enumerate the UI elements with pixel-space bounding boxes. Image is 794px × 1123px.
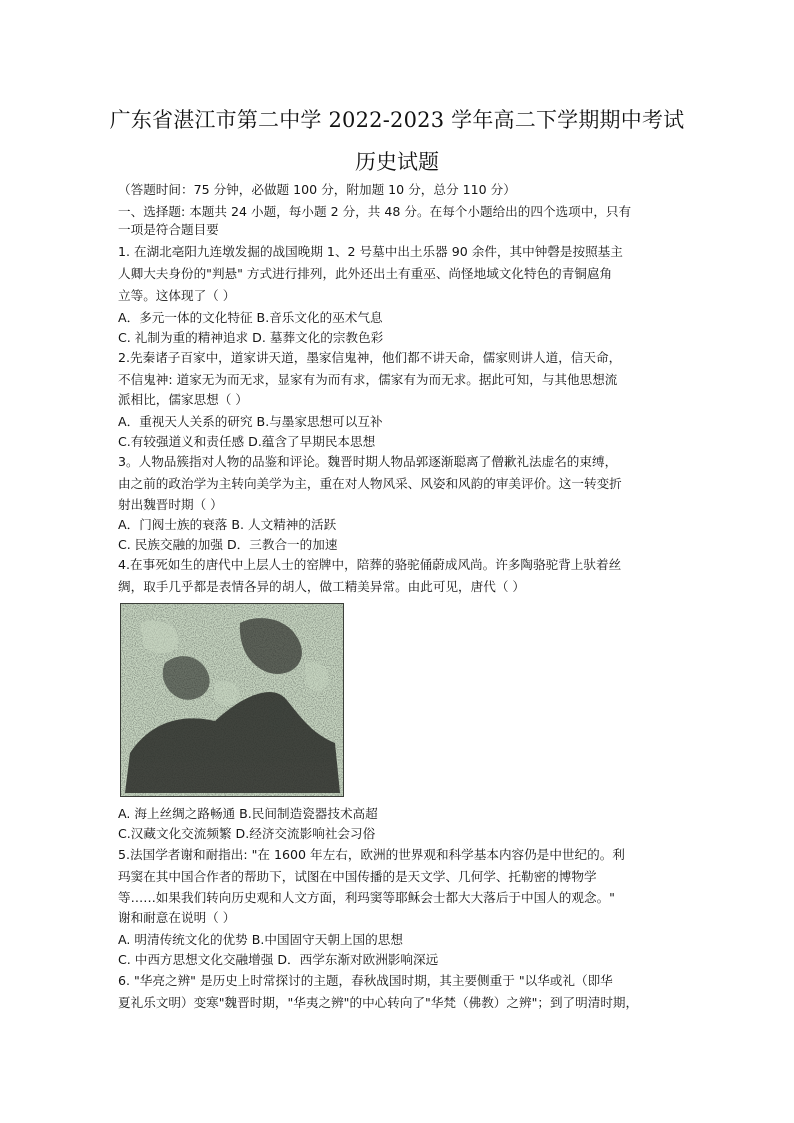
q5-options: C. 中西方思想文化交融增强 D．西学东渐对欧洲影响深远: [118, 952, 439, 967]
q6-stem: 夏礼乐文明）变寒"魏晋时期，"华夷之辨"的中心转向了"华梵（佛教）之辨"；到了明清时期，: [118, 995, 639, 1010]
q5-stem: 谢和耐意在说明（ ）: [118, 910, 236, 925]
q3-stem: 3。人物品簇指对人物的品鉴和评论。魏晋时期人物品郭逐渐聪离了僧歉礼法虚名的束缚，: [118, 454, 618, 469]
q4-stem: 4.在事死如生的唐代中上层人士的窑牌中，陪葬的骆驼俑蔚成风尚。许多陶骆驼背上驮着丝: [118, 557, 622, 572]
q2-stem: 不信鬼神: 道家无为而无求，显家有为而有求，儒家有为而无求。据此可知，与其他思想流: [118, 372, 618, 387]
q1-stem: 人卿大夫身份的"判悬" 方式进行排列，此外还出土有重巫、尚怪地域文化特色的青铜扈角: [118, 266, 613, 281]
q5-stem: 等……如果我们转向历史观和人文方面，利玛窦等耶稣会士都大大落后于中国人的观念。": [118, 890, 615, 905]
q4-stem: 绸，取手几乎都是表情各异的胡人，做工精美异常。由此可见，唐代（ ）: [118, 579, 526, 594]
q1-stem: 立等。这体现了（ ）: [118, 288, 236, 303]
exam-instructions: （答题时间：75 分钟，必做题 100 分，附加题 10 分，总分 110 分）: [118, 182, 516, 197]
q3-stem: 由之前的政治学为主转向美学为主，重在对人物风采、风姿和风韵的审美评价。这一转变折: [118, 476, 622, 491]
q1-options: A．多元一体的文化特征 B.音乐文化的巫术气息: [118, 310, 383, 325]
q4-options: C.汉藏文化交流频繁 D.经济交流影响社会习俗: [118, 826, 376, 841]
page-title: 广东省湛江市第二中学 2022-2023 学年高二下学期期中考试: [109, 108, 685, 132]
q2-options: A．重视天人关系的研究 B.与墨家思想可以互补: [118, 414, 383, 429]
q2-stem: 派相比，儒家思想（ ）: [118, 392, 248, 407]
q1-stem: 1. 在湖北亳阳九连墩发掘的战国晚期 1、2 号墓中出土乐器 90 余件，其中钟磬是按照基主: [118, 244, 623, 259]
q5-options: A. 明清传统文化的优势 B.中国固守天朝上国的思想: [118, 932, 403, 947]
q5-stem: 5.法国学者谢和耐指出: "在 1600 年左右，欧洲的世界观和科学基本内容仍是中世纪的。利: [118, 847, 625, 862]
q3-stem: 射出魏晋时期（ ）: [118, 497, 223, 512]
camel-figurine-image: [120, 603, 344, 797]
section-heading: 一、选择题: 本题共 24 小题，每小题 2 分，共 48 分。在每个小题给出的四个选项中，只有: [118, 204, 632, 219]
q3-options: A．门阀士族的衰落 B. 人文精神的活跃: [118, 517, 337, 532]
q4-options: A. 海上丝绸之路畅通 B.民间制造瓷器技术高超: [118, 806, 378, 821]
q6-stem: 6. "华亮之辨" 是历史上时常探讨的主题，春秋战国时期，其主要侧重于 "以华或礼（即华: [118, 973, 613, 988]
q1-options: C. 礼制为重的精神追求 D. 墓葬文化的宗教色彩: [118, 330, 384, 345]
section-heading-cont: 一项是符合题目要: [118, 222, 219, 237]
q5-stem: 玛窦在其中国合作者的帮助下，试图在中国传播的是天文学、几何学、托勒密的博物学: [118, 869, 597, 884]
page-subtitle: 历史试题: [355, 150, 439, 174]
q3-options: C. 民族交融的加强 D．三教合一的加速: [118, 537, 338, 552]
camel-figurine-illustration: [120, 603, 344, 797]
q2-stem: 2.先秦诸子百家中，道家讲天道，墨家信鬼神，他们都不讲天命，儒家则讲人道，信天命，: [118, 350, 622, 365]
q2-options: C.有较强道义和责任感 D.蕴含了早期民本思想: [118, 434, 376, 449]
